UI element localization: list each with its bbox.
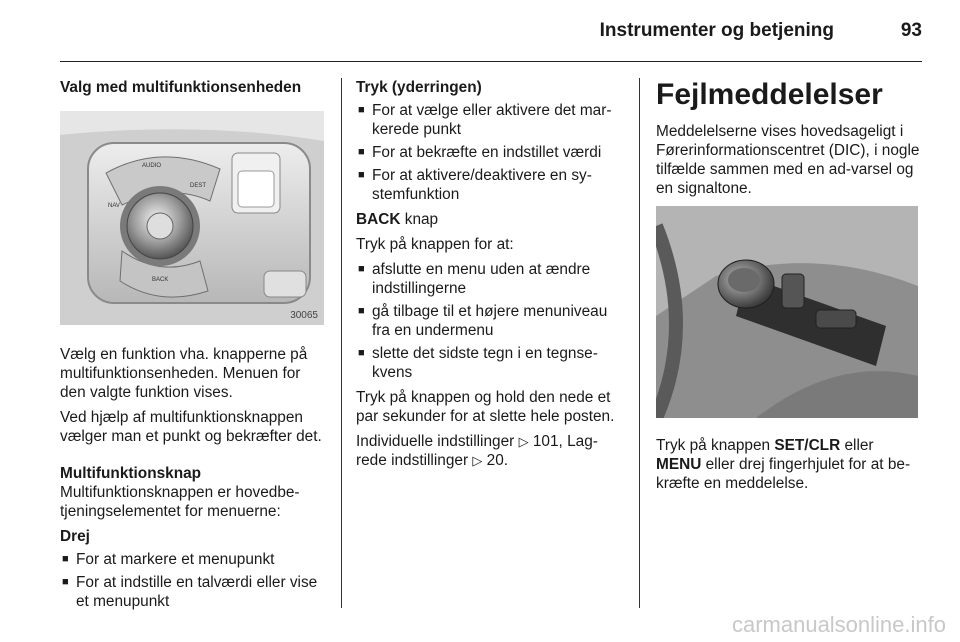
bullet-list [60,550,326,611]
column-divider [341,78,342,608]
paragraph: Tryk på knappen for at: [356,236,514,253]
menu-key-label: MENU [656,456,702,473]
column-2 [356,78,624,476]
bullet-list [356,260,624,382]
reference-arrow-icon: ▷ [518,434,529,449]
page-number: 93 [900,20,922,41]
steering-lever-illustration [656,206,918,418]
section-heading: Valg med multifunktionsenheden [60,79,302,96]
column-1 [60,78,326,617]
paragraph: Tryk på knappen og hold den nede et par sekunder for at slette hele posten. [356,389,615,425]
list-item: ■ afslutte en menu uden at ændre indstillingerne [356,260,624,298]
list-item: ■ For at vælge eller aktivere det mar-kerede punkt [356,101,624,139]
list-item: ■ For at markere et menupunkt [60,550,326,569]
multifunction-unit-figure [60,111,324,325]
paragraph: Vælg en funktion vha. knapperne på multifunktionsenheden. Menuen for den valgte funktion vises. [60,346,308,401]
back-key-label: BACK [356,211,401,228]
section-title: Fejlmeddelelser [656,78,883,111]
subheading: Tryk (yderringen) [356,79,482,96]
dest-label: DEST [190,183,207,189]
list-item: ■ slette det sidste tegn i en tegnse-kvens [356,344,624,382]
paragraph: Tryk på knappen SET/CLR eller MENU eller drej fingerhjulet for at be-kræfte en meddelelse. [656,437,911,492]
subheading: Drej [60,528,90,545]
paragraph: BACK knap [356,211,439,228]
list-item: ■ For at aktivere/deaktivere en sy-stemfunktion [356,166,624,204]
list-item: ■ For at indstille en talværdi eller vise et menupunkt [60,573,326,611]
column-divider [639,78,640,608]
nav-label: NAV [108,203,120,209]
list-item: ■ For at bekræfte en indstillet værdi [356,143,624,162]
multifunction-unit-illustration [60,111,324,325]
page-header [60,0,922,62]
subheading: Multifunktionsknap [60,465,202,482]
reference-arrow-icon: ▷ [472,453,483,468]
list-item: ■ gå tilbage til et højere menuniveau fra en undermenu [356,302,624,340]
figure-code: 30065 [290,310,318,321]
audio-label: AUDIO [142,163,162,169]
paragraph: Meddelelserne vises hovedsageligt i Førerinformationscentret (DIC), i nogle tilfælde sammen med en ad-varsel og en signaltone. [656,123,920,197]
back-label: BACK [152,277,169,283]
watermark: carmanualsonline.info [731,612,946,637]
paragraph: Ved hjælp af multifunktionsknappen vælger man et punkt og bekræfter det. [60,409,322,445]
column-3 [656,78,922,499]
bullet-list [356,101,624,204]
paragraph: Individuelle indstillinger ▷ 101, Lag-rede indstillinger ▷ 20. [356,433,598,469]
header-title: Instrumenter og betjening [599,20,834,41]
paragraph: Multifunktionsknappen er hovedbe-tjeningselementet for menuerne: [60,484,300,520]
set-clr-key-label: SET/CLR [774,437,841,454]
steering-lever-figure [656,206,918,418]
